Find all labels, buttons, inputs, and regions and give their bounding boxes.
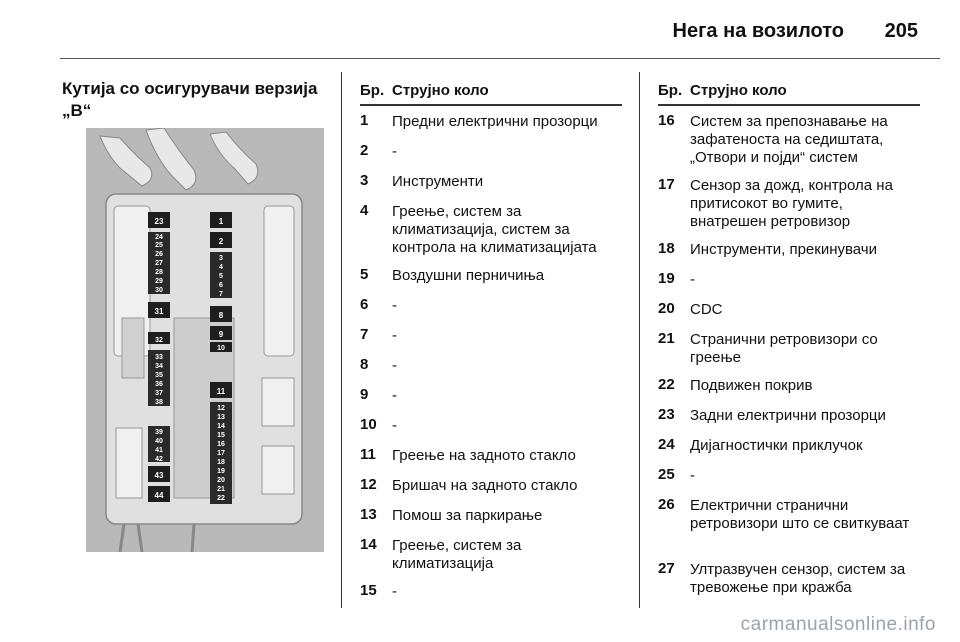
- svg-text:26: 26: [155, 251, 163, 258]
- table-row: 20 CDC: [658, 300, 723, 318]
- table-row: 24 Дијагностички приклучок: [658, 436, 863, 454]
- svg-text:33: 33: [155, 354, 163, 361]
- svg-text:1: 1: [218, 217, 224, 226]
- table-row: 6 -: [360, 296, 397, 314]
- table-row: 9 -: [360, 386, 397, 404]
- table-row: 17 Сензор за дожд, контрола на притисокот во гумите, внатрешен ретровизор: [658, 176, 893, 230]
- svg-text:29: 29: [155, 278, 163, 285]
- table-row: 10 -: [360, 416, 397, 434]
- table-row: 16 Систем за препознавање на зафатеноста на седиштата, „Отвори и појди“ систем: [658, 112, 888, 166]
- svg-text:17: 17: [217, 450, 225, 457]
- svg-text:19: 19: [217, 468, 225, 475]
- fuse-column-left: [148, 212, 170, 502]
- svg-text:39: 39: [155, 429, 163, 436]
- svg-text:12: 12: [217, 405, 225, 412]
- svg-text:11: 11: [216, 387, 226, 396]
- svg-text:7: 7: [219, 291, 223, 298]
- svg-text:32: 32: [155, 337, 163, 344]
- svg-text:36: 36: [155, 381, 163, 388]
- svg-text:38: 38: [155, 399, 163, 406]
- relay-slot-lower-right: [262, 378, 294, 426]
- relay-slot-bottom-right: [262, 446, 294, 494]
- fuse-table-column-2: [658, 80, 920, 606]
- table-row: 22 Подвижен покрив: [658, 376, 813, 394]
- section-title: Кутија со осигурувачи верзија „B“: [62, 79, 318, 120]
- svg-text:21: 21: [217, 486, 225, 493]
- table-row: 5 Воздушни перничиња: [360, 266, 545, 284]
- table-row: 8 -: [360, 356, 397, 374]
- table-row: 25 -: [658, 466, 695, 484]
- column-divider-left: [341, 72, 342, 608]
- svg-text:3: 3: [219, 255, 223, 262]
- svg-text:44: 44: [154, 491, 164, 500]
- column-divider-right: [639, 72, 640, 608]
- svg-text:40: 40: [155, 438, 163, 445]
- table-row: 15 -: [360, 582, 397, 600]
- svg-text:4: 4: [219, 264, 223, 271]
- header-number: Бр.: [658, 82, 683, 99]
- table-row: 19 -: [658, 270, 695, 288]
- table-row: 7 -: [360, 326, 397, 344]
- table-row: 3 Инструменти: [360, 172, 484, 190]
- relay-slot-right: [264, 206, 294, 356]
- svg-text:30: 30: [155, 287, 163, 294]
- svg-text:22: 22: [217, 495, 225, 502]
- header-circuit: Струјно коло: [392, 82, 489, 99]
- svg-text:25: 25: [155, 242, 163, 249]
- svg-text:23: 23: [154, 217, 164, 226]
- watermark: carmanualsonline.info: [740, 614, 936, 635]
- svg-text:24: 24: [155, 234, 163, 241]
- table-row: 14 Греење, систем за климатизација: [360, 536, 522, 572]
- svg-text:41: 41: [155, 447, 163, 454]
- svg-text:5: 5: [219, 273, 223, 280]
- svg-text:14: 14: [217, 423, 225, 430]
- header-circuit: Струјно коло: [690, 82, 787, 99]
- page-header: [60, 18, 940, 50]
- svg-text:42: 42: [155, 456, 163, 463]
- svg-text:8: 8: [218, 311, 224, 320]
- svg-text:37: 37: [155, 390, 163, 397]
- page-number: 205: [884, 20, 918, 42]
- table-header: [360, 80, 622, 104]
- table-row: 13 Помош за паркирање: [360, 506, 543, 524]
- svg-text:15: 15: [217, 432, 225, 439]
- table-row: 1 Предни електрични прозорци: [360, 112, 598, 130]
- table-row: 18 Инструменти, прекинувачи: [658, 240, 878, 258]
- fuse-box-diagram: [86, 128, 324, 552]
- svg-text:13: 13: [217, 414, 225, 421]
- svg-text:31: 31: [154, 307, 164, 316]
- svg-text:16: 16: [217, 441, 225, 448]
- relay-slot-bottom-left: [116, 428, 142, 498]
- header-rule: [360, 104, 622, 106]
- svg-text:18: 18: [217, 459, 225, 466]
- svg-text:27: 27: [155, 260, 163, 267]
- table-row: 2 -: [360, 142, 397, 160]
- svg-text:6: 6: [219, 282, 223, 289]
- header-rule: [658, 104, 920, 106]
- fuse-table-column-1: [360, 80, 622, 612]
- table-row: 23 Задни електрични прозорци: [658, 406, 886, 424]
- table-header: [658, 80, 920, 104]
- header-number: Бр.: [360, 82, 385, 99]
- relay-block: [122, 318, 144, 378]
- svg-text:20: 20: [217, 477, 225, 484]
- table-row: 27 Ултразвучен сензор, систем за тревожење при кражба: [658, 560, 906, 596]
- header-title: Нега на возилото: [672, 20, 844, 42]
- table-row: 26 Електрични странични ретровизори што се свиткуваат: [658, 496, 910, 532]
- svg-text:35: 35: [155, 372, 163, 379]
- table-row: 21 Странични ретровизори со греење: [658, 330, 878, 366]
- table-row: 11 Греење на задното стакло: [360, 446, 576, 464]
- svg-text:34: 34: [155, 363, 163, 370]
- table-row: 12 Бришач на задното стакло: [360, 476, 578, 494]
- svg-text:43: 43: [154, 471, 164, 480]
- svg-text:2: 2: [218, 237, 224, 246]
- header-rule: [60, 58, 940, 59]
- svg-text:28: 28: [155, 269, 163, 276]
- svg-text:10: 10: [217, 345, 225, 352]
- svg-text:9: 9: [218, 330, 224, 339]
- table-row: 4 Греење, систем за климатизација, систем за контрола на климатизацијата: [360, 202, 597, 256]
